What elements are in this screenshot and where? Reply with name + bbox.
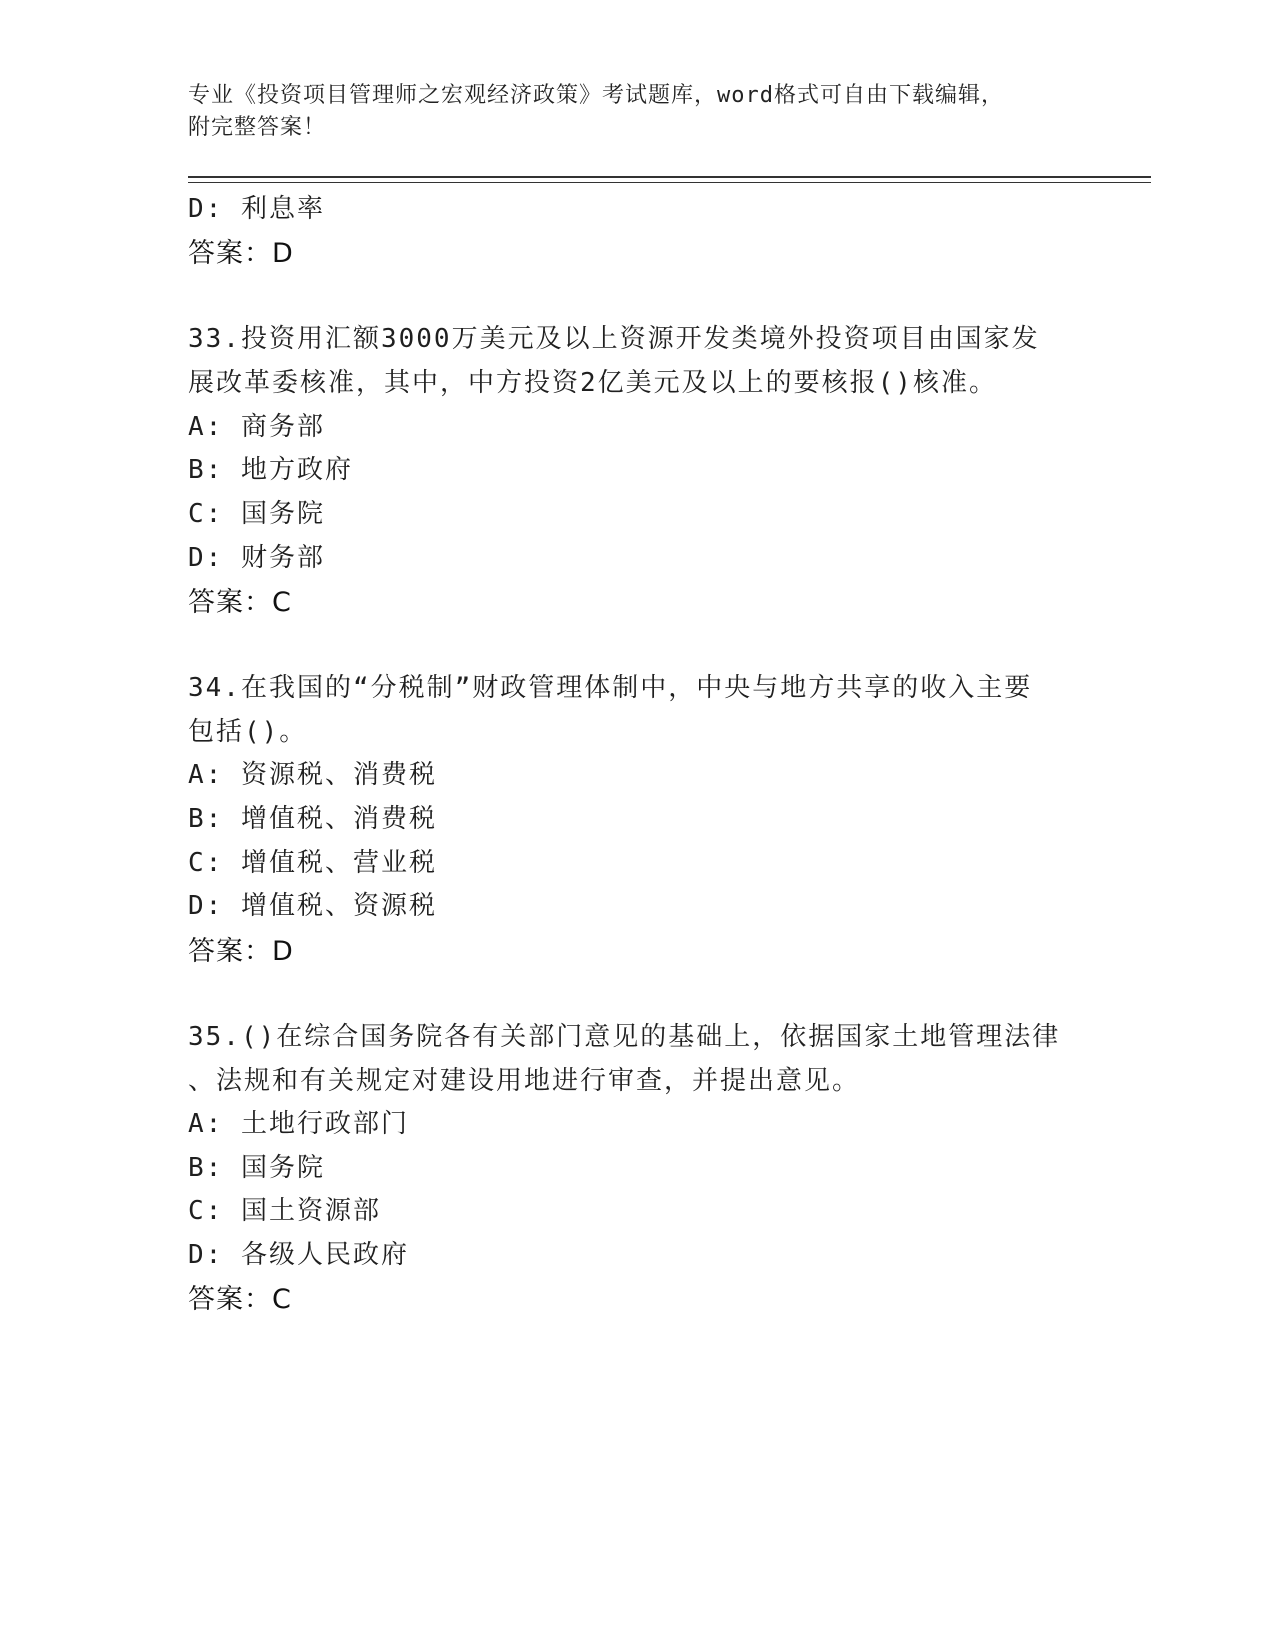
prev-answer: 答案：D [188, 238, 294, 269]
q34-option-c: C: 增值税、营业税 [188, 848, 437, 878]
header-divider-thin [188, 182, 1151, 183]
q34-option-d: D: 增值税、资源税 [188, 891, 437, 921]
header-text-line-1: 专业《投资项目管理师之宏观经济政策》考试题库，word格式可自由下载编辑， [188, 83, 1004, 108]
q33-answer: 答案：C [188, 587, 292, 618]
prev-option-d: D: 利息率 [188, 194, 325, 224]
q35-option-a: A: 土地行政部门 [188, 1109, 409, 1139]
q33-option-c: C: 国务院 [188, 499, 325, 529]
q34-answer: 答案：D [188, 936, 294, 967]
q33-stem-line-1: 33.投资用汇额3000万美元及以上资源开发类境外投资项目由国家发 [188, 324, 1040, 354]
q35-answer: 答案：C [188, 1284, 292, 1315]
q35-option-b: B: 国务院 [188, 1153, 325, 1183]
q34-stem-line-1: 34.在我国的“分税制”财政管理体制中，中央与地方共享的收入主要 [188, 673, 1033, 703]
q33-option-d: D: 财务部 [188, 543, 325, 573]
q33-option-b: B: 地方政府 [188, 455, 353, 485]
q33-stem-line-2: 展改革委核准，其中，中方投资2亿美元及以上的要核报()核准。 [188, 368, 997, 398]
header-divider-thick [188, 176, 1151, 178]
q35-stem-line-2: 、法规和有关规定对建设用地进行审查，并提出意见。 [188, 1066, 861, 1096]
q35-option-c: C: 国土资源部 [188, 1196, 381, 1226]
q35-option-d: D: 各级人民政府 [188, 1240, 409, 1270]
header-text-line-2: 附完整答案！ [188, 115, 327, 140]
q35-stem-line-1: 35.()在综合国务院各有关部门意见的基础上，依据国家土地管理法律 [188, 1022, 1061, 1052]
q34-option-b: B: 增值税、消费税 [188, 804, 437, 834]
q34-stem-line-2: 包括()。 [188, 717, 308, 747]
q33-option-a: A: 商务部 [188, 412, 325, 442]
q34-option-a: A: 资源税、消费税 [188, 760, 437, 790]
